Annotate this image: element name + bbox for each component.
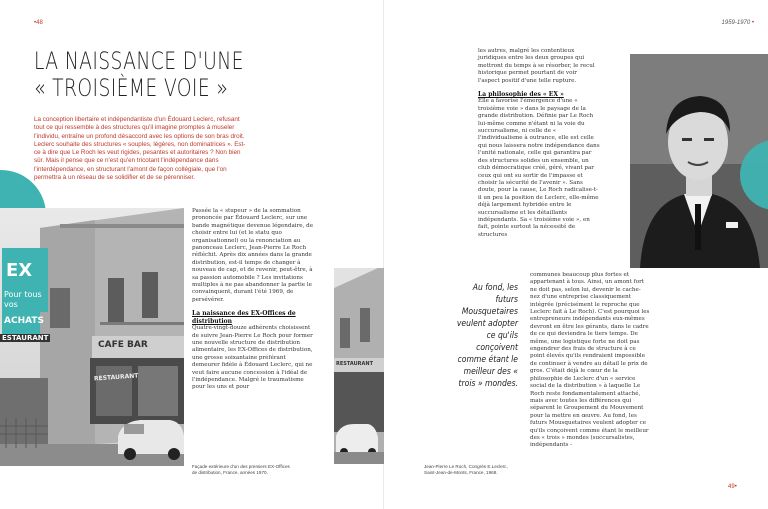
period-header [722, 20, 754, 26]
storefront-photo [0, 208, 184, 466]
sign-cafe-bar: CAFE BAR [98, 340, 148, 350]
period-dot: • [751, 20, 754, 26]
column-1 [192, 208, 314, 392]
column-1-paragraph-1: Passée la « stupeur » de la sommation prononcée par Édouard Leclerc, sur une bande magnétique devenue légendaire, de choisir entre lui (et le statu quo organisationnel) ou la renonciation au panonceau Leclerc, Jean-Pierre Le Roch réfléchit. Après dix années dans la grande distribution, est-il temps de changer à nouveau de cap, et de revenir, peut-être, à sa passion automobile ? Les invitations multiples à ne pas abandonner la partie le convainquent, durant l'été 1969, de persévérer. [192, 208, 314, 303]
intro-paragraph: La conception libertaire et indépendantiste d'un Édouard Leclerc, refusant tout ce qui ressemble à des structures qu'il imagine promptes à museler l'individu, entraîne un profond désaccord avec les options de son bras droit. Leclerc souhaite des structures « souples, légères, non dominatrices ». Est-ce à dire que Le Roch les veut rigides, pesantes et autoritaires ? Non bien sûr. Mais il pense que ce n'est qu'en tricotant l'indépendance dans l'interdépendance, en structurant l'amont de façon collégiale, que l'on permettra à un réseau de se solidifier et de se pérenniser. [34, 116, 246, 182]
column-2 [478, 48, 600, 239]
portrait-caption: Jean-Pierre Le Roch, Congrès E.Leclerc, Saint-Jean-de-Monts, France, 1968. [424, 464, 508, 475]
subhead-philosophie-ex: La philosophie des « EX » [478, 91, 564, 99]
sign-restaurant-storefront: RESTAURANT [93, 372, 139, 383]
column-3-paragraph: communes beaucoup plus fortes et appartenant à tous. Ainsi, un amont fort ne doit pas, selon lui, devenir le cache-nez d'une entreprise classiquement intégrée (précisément le reproche que Leclerc fait à Le Roch). C'est pourquoi les entrepreneurs indépendants eux-mêmes devront en être les gérants, dans le cadre de ce qui deviendra le tiers temps. De même, une logistique forte ne doit pas engendrer des frais de structure à ce point élevés qu'ils rendraient impossible de continuer à vendre au détail le prix de gros. C'était déjà le cœur de la philosophie de Leclerc d'un « service social de la distribution » à laquelle Le Roch reste fondamentalement attaché, mais avec toutes les différences qui séparent le Groupement du Mouvement pour la mettre en œuvre. Au fond, les futurs Mousquetaires veulent adopter ce qu'ils conçoivent comme étant le meilleur des « trois » mondes (succursalistes, indépendants - [530, 272, 650, 449]
sign-pour-tous: Pour tous [4, 290, 42, 299]
subhead-naissance-ex-offices: La naissance des EX-Offices de distribution [192, 310, 296, 325]
sign-vos: vos [4, 300, 18, 309]
column-2-paragraph-1: les autres, malgré les contentieux juridiques entre les deux groupes qui mettront du temps à se résorber, le recul historique permet pourtant de voir l'aspect positif d'une telle rupture. [478, 48, 595, 84]
title-line-1: LA NAISSANCE D'UNE [34, 47, 244, 75]
building-photo [334, 268, 384, 464]
sign-restaurant-left: ESTAURANT [2, 334, 49, 342]
column-3 [530, 272, 650, 450]
pull-quote: Au fond, les futurs Mousquetaires veulent adopter ce qu'ils conçoivent comme étant le meilleur des « trois » mondes. [456, 283, 518, 389]
right-page [384, 0, 768, 509]
page-number-right: 49• [728, 484, 737, 490]
column-2-paragraph-2: Elle a favorisé l'émergence d'une « troisième voie » dans le paysage de la grande distribution. Définie par Le Roch lui-même comme n'étant ni la voie du succursalisme, ni celle de « l'individualisme à outrance, elle est celle qui nous laissera notre indépendance dans l'unité nationale, celle qui garantira par des structures solides un ensemble, un club démocratique créé, géré, vivant par ceux qui ont su sortir de l'impasse et choisir la sécurité de l'avenir ». Sans doute, pour la cause, Le Roch radicalise-t-il un peu la position de Leclerc, elle-même déjà largement hybridée entre le succursalisme et les détaillants indépendants. Sa « troisième voie », en fait, pointe surtout la nécessité de structures [478, 98, 600, 238]
storefront-caption: Façade extérieure d'un des premiers EX-Offices de distribution, France, années 1970. [192, 464, 290, 475]
title-line-2: « TROISIÈME VOIE » [34, 74, 229, 102]
sign-achats: ACHATS [4, 316, 44, 326]
sign-ex-text: EX [6, 260, 33, 281]
page-number-left: •48 [34, 20, 43, 26]
period-label: 1959-1970 [721, 20, 751, 26]
article-title [34, 47, 244, 102]
page-number-left-value: 48 [36, 20, 43, 26]
page-number-right-value: 49 [728, 484, 735, 490]
building-photo-sign: RESTAURANT [336, 361, 373, 367]
column-1-paragraph-2: Quatre-vingt-douze adhérents choisissent de suivre Jean-Pierre Le Roch pour former une nouvelle structure de distribution alimentaire, les EX-Offices de distribution, une grosse soixantaine préférant demeurer fidèle à Édouard Leclerc, qui ne veut faire aucune concession à l'idéal de l'indépendance. Malgré le traumatisme pour les uns et pour [192, 325, 313, 391]
